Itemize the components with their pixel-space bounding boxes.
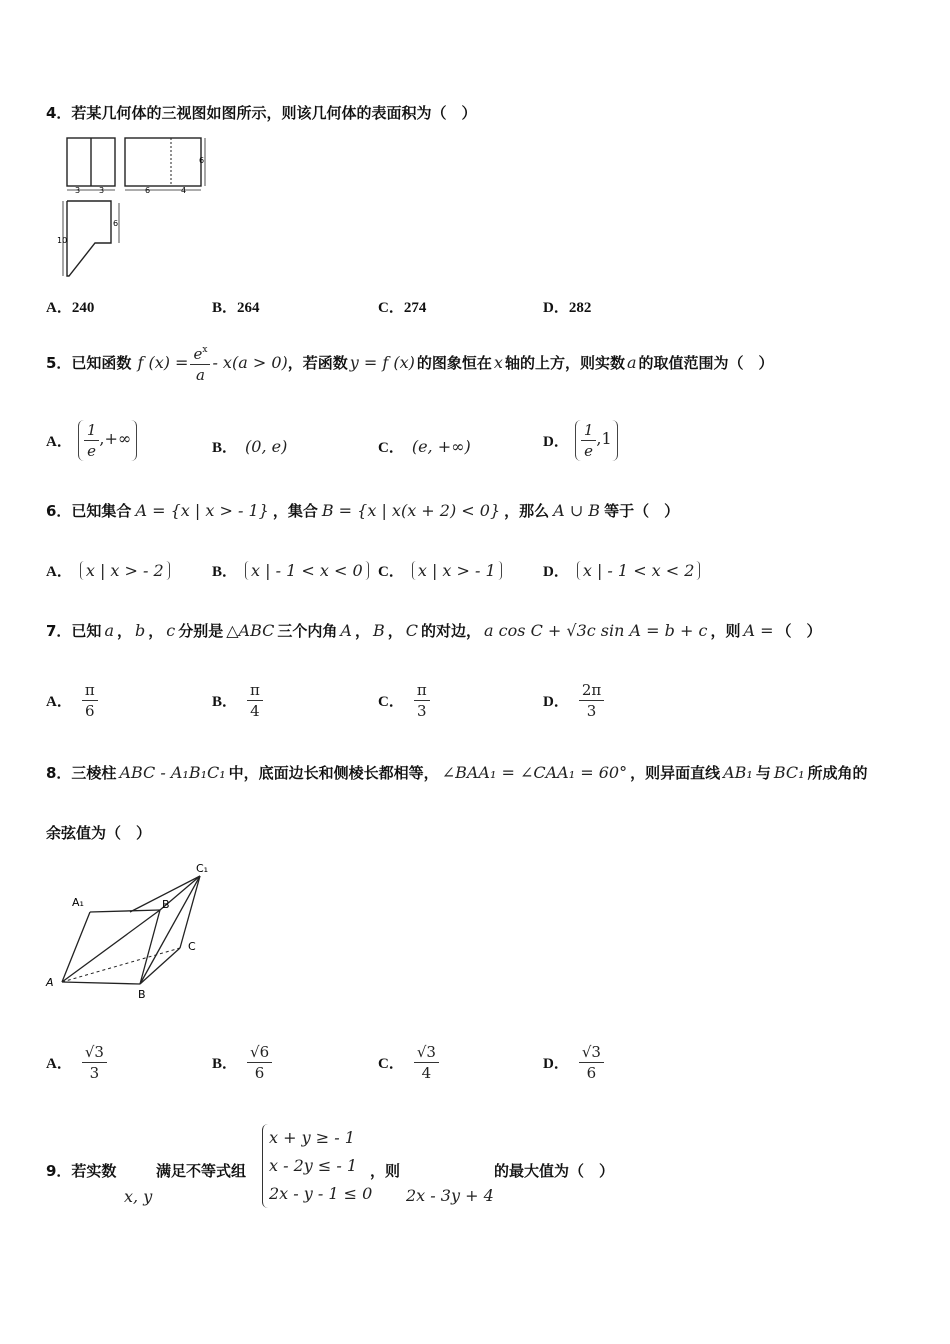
q9-expression: 2x - 3y + 4	[406, 1186, 494, 1205]
q4-three-view-figure	[55, 133, 225, 283]
front-view	[67, 138, 115, 186]
vertex-label: C₁	[196, 862, 209, 875]
vertex-label: C	[188, 940, 196, 953]
q8-stem-line2: 余弦值为（ ）	[46, 824, 152, 842]
q4-option-a: A．240	[46, 300, 95, 316]
q8-stem: 8．三棱柱 ABC - A₁B₁C₁ 中，底面边长和侧棱长都相等， ∠BAA₁ = ∠CAA₁ = 60° ，则异面直线 AB₁ 与 BC₁ 所成角的	[46, 763, 868, 782]
top-view	[67, 201, 111, 276]
q5-stem: 5．已知函数 f (x) = $\frac{e^x}{a}$ - x(a > 0) ，若函数 y = f (x) 的图象恒在 x 轴的上方，则实数 a 的取值范围为（ ）	[46, 340, 774, 385]
q8-option-c: C． $\frac{√3}{4}$	[378, 1042, 439, 1083]
vertex-label: A	[46, 976, 54, 989]
q9-ineq-3: 2x - y - 1 ≤ 0	[269, 1184, 373, 1203]
q7-option-c: C． $\frac{\pi}{3}$	[378, 680, 430, 721]
q5-option-b: B． (0, e)	[212, 437, 288, 456]
q5-option-a: A． $\frac{1}{e}$ ,+∞	[46, 420, 137, 461]
dim-label: 4	[181, 186, 187, 195]
q4-option-d: D．282	[543, 300, 592, 316]
vertex-label: B	[162, 898, 170, 911]
q7-stem: 7．已知 a ， b ， c 分别是 △ABC 三个内角 A ， B ， C 的对边， a cos C + √3c sin A = b + c ，则 A = （ ）	[46, 621, 822, 640]
q5-option-d: D． $\frac{1}{e}$ ,1	[543, 420, 618, 461]
q8-prism-figure	[40, 860, 230, 1000]
q4-stem: 4．若某几何体的三视图如图所示，则该几何体的表面积为（ ）	[46, 104, 477, 122]
dim-label: 6	[199, 156, 205, 165]
q6-option-a: A． x | x > - 2	[46, 560, 170, 581]
q9-stem-d: 的最大值为（ ）	[494, 1162, 615, 1180]
q8-option-a: A． $\frac{√3}{3}$	[46, 1042, 107, 1083]
q6-option-d: D． x | - 1 < x < 2	[543, 560, 700, 581]
dim-label: 3	[75, 186, 81, 195]
dim-label: 3	[99, 186, 105, 195]
q6-option-b: B． x | - 1 < x < 0	[212, 560, 369, 581]
q7-option-b: B． $\frac{\pi}{4}$	[212, 680, 263, 721]
q6-stem: 6．已知集合 A = {x | x > - 1} ，集合 B = {x | x(x + 2) < 0} ，那么 A ∪ B 等于（ ）	[46, 501, 680, 520]
dim-label: 10	[57, 236, 68, 245]
q9-stem-c: ，则	[370, 1162, 401, 1180]
q9-stem-b: 满足不等式组	[156, 1162, 247, 1180]
vertex-label: A₁	[72, 896, 84, 909]
q4-option-b: B．264	[212, 300, 260, 316]
q4-option-c: C．274	[378, 300, 427, 316]
vertex-label: B	[138, 988, 146, 1000]
q8-option-d: D． $\frac{√3}{6}$	[543, 1042, 604, 1083]
q9-stem-a: 9．若实数	[46, 1162, 117, 1180]
q9-ineq-2: x - 2y ≤ - 1	[269, 1156, 358, 1175]
q7-option-a: A． $\frac{\pi}{6}$	[46, 680, 98, 721]
side-view	[125, 138, 201, 186]
q5-option-c: C． (e, +∞)	[378, 437, 471, 456]
dim-label: 6	[113, 219, 119, 228]
q9-inequality-system	[262, 1124, 372, 1208]
q6-option-c: C． x | x > - 1	[378, 560, 502, 581]
q7-option-d: D． $\frac{2\pi}{3}$	[543, 680, 604, 721]
q8-option-b: B． $\frac{√6}{6}$	[212, 1042, 272, 1083]
q9-vars: x, y	[124, 1187, 153, 1206]
dim-label: 6	[145, 186, 151, 195]
q9-ineq-1: x + y ≥ - 1	[269, 1128, 355, 1147]
